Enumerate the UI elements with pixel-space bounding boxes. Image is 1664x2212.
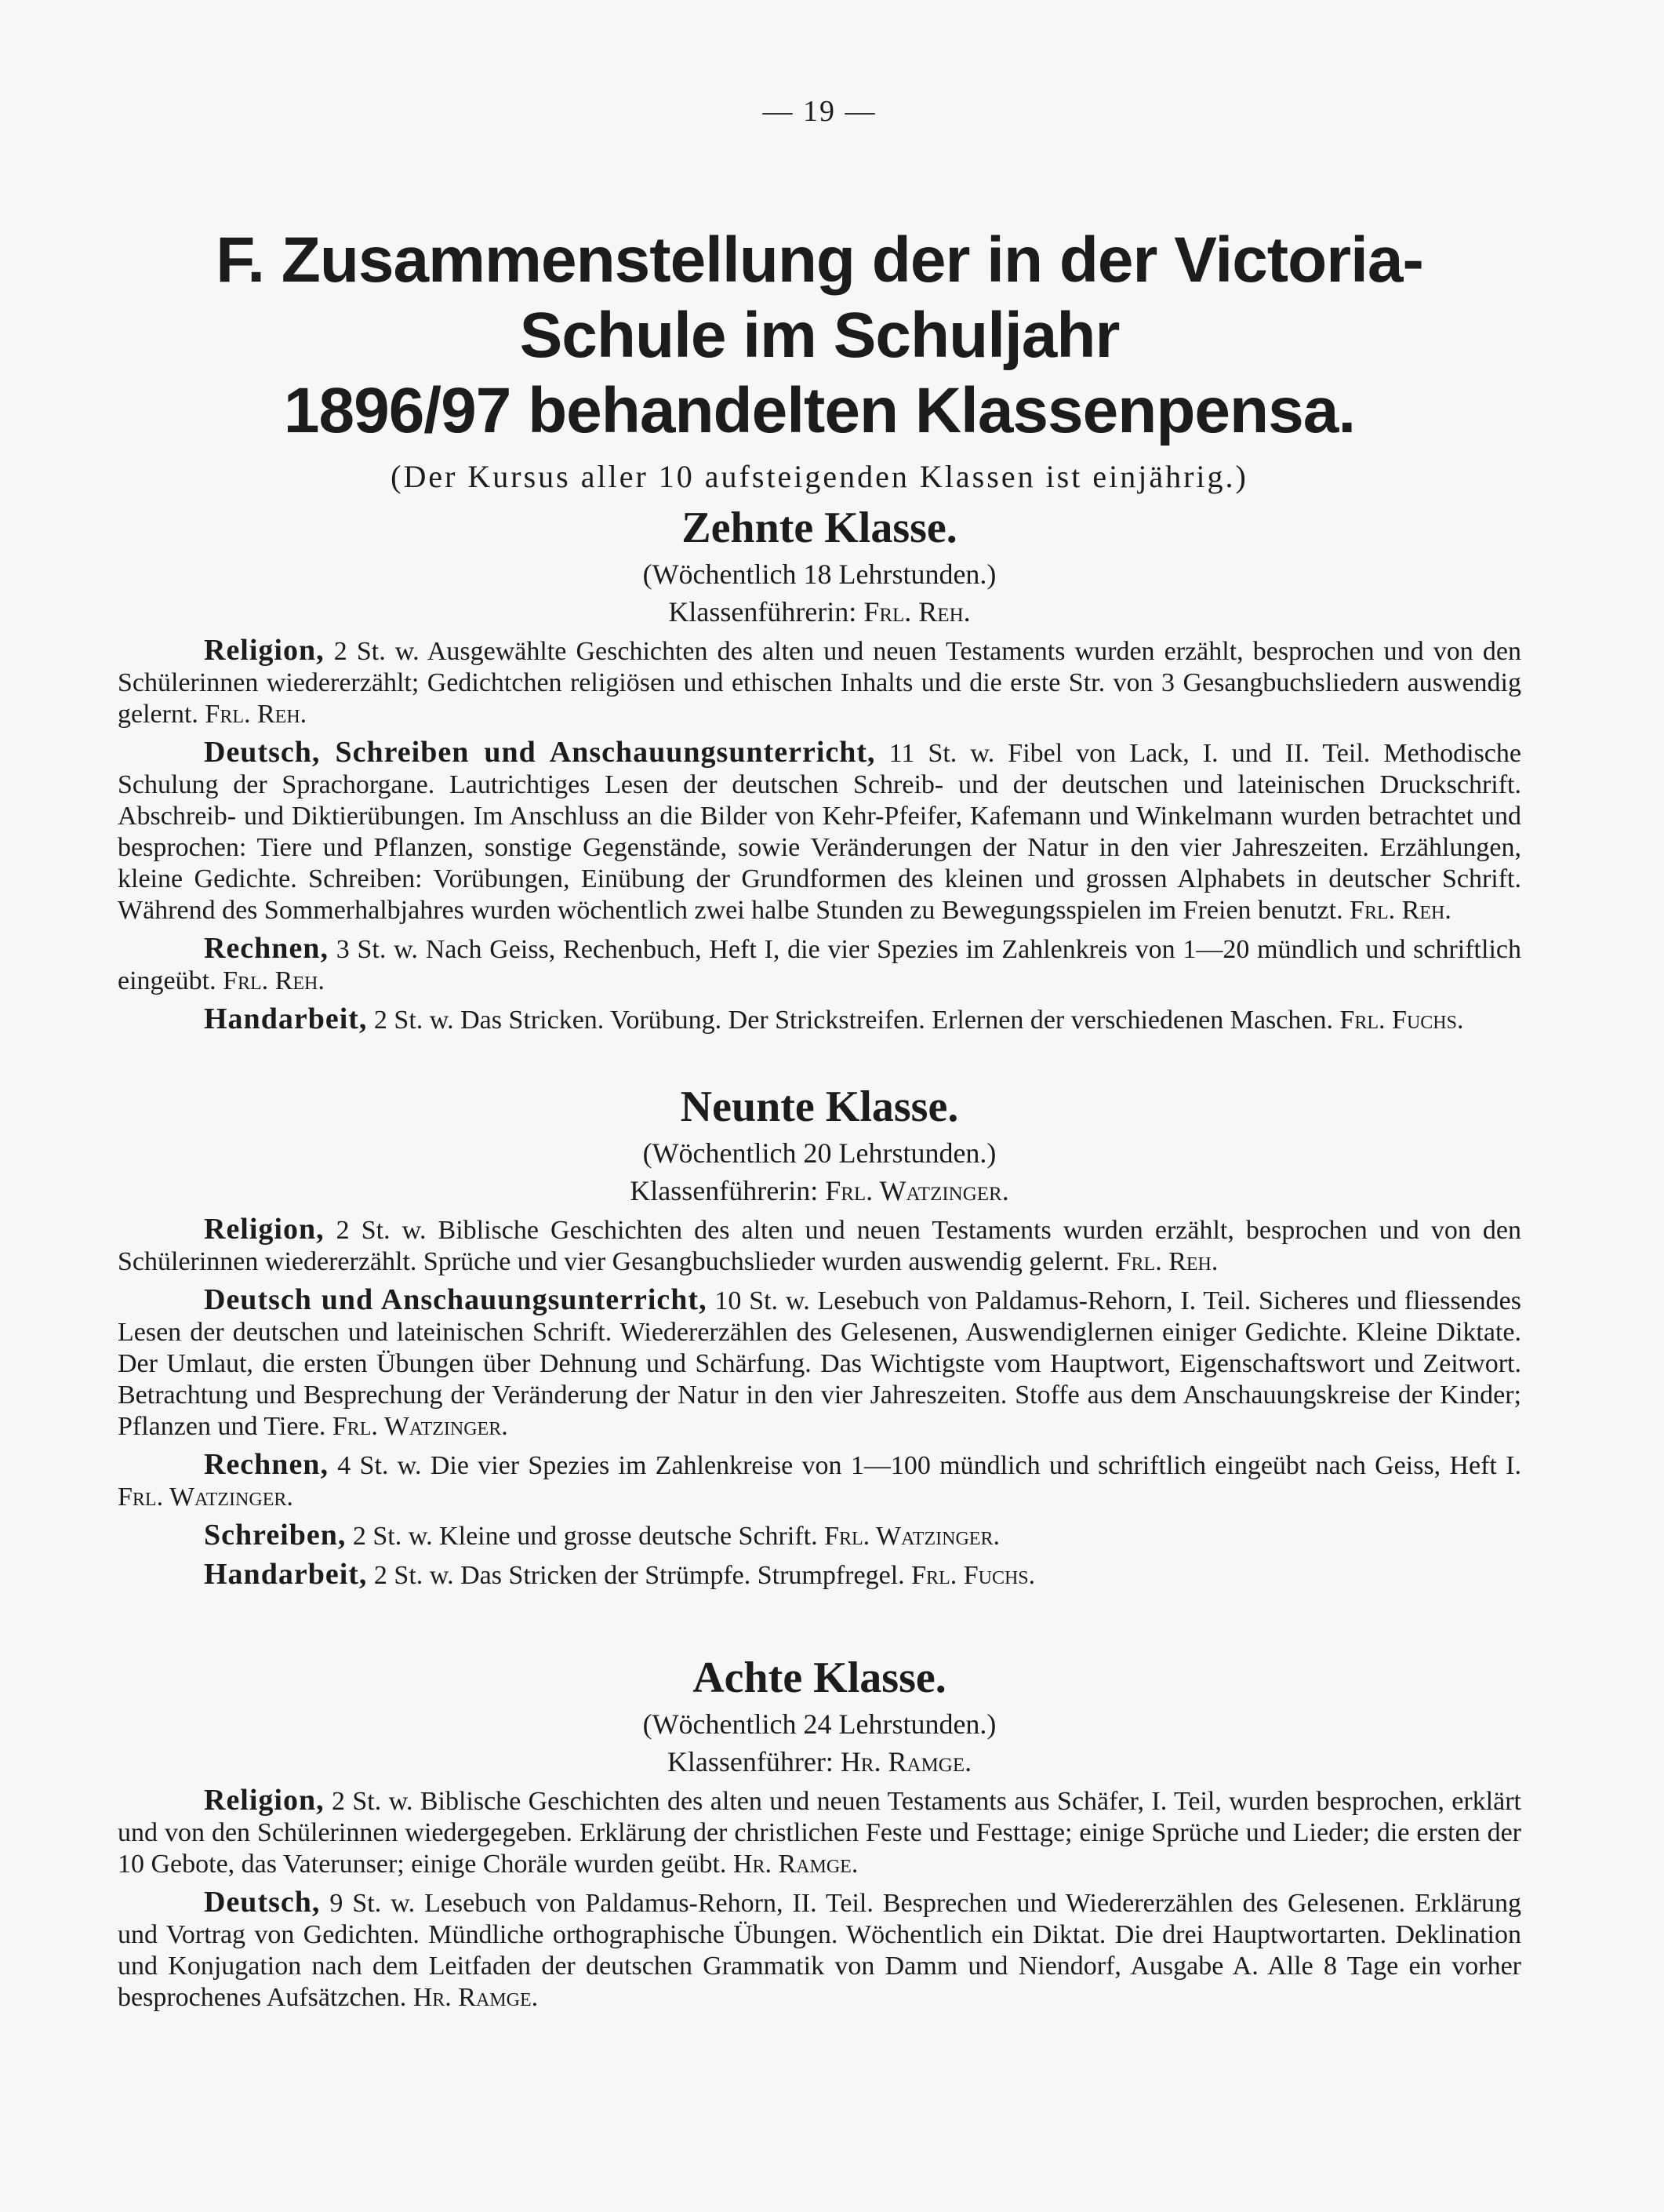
subject-paragraph — [118, 1785, 1521, 1880]
subject-paragraph — [118, 1559, 1521, 1592]
subject-name: Religion, — [204, 1213, 325, 1246]
class-leader-name: Hr. Ramge. — [840, 1746, 972, 1777]
subject-teacher: Frl. Fuchs. — [911, 1561, 1036, 1590]
class-leader-label: Klassenführer: — [667, 1746, 834, 1777]
subject-teacher: Frl. Fuchs. — [1339, 1006, 1464, 1035]
class-section-zehnte — [118, 503, 1521, 1036]
class-section-neunte — [118, 1082, 1521, 1592]
title-line-2: 1896/97 behandelten Klassenpensa. — [283, 375, 1356, 446]
subject-teacher: Frl. Reh. — [1350, 896, 1451, 925]
subject-text: 10 St. w. Lesebuch von Paldamus-Rehorn, I. Teil. Sicheres und fliessendes Lesen der deutschen und lateinischen Schrift. Wiedererzählen des Gelesenen, Auswendiglernen einiger Gedichte. Kleine Diktate. Der Umlaut, die ersten Übungen über Dehnung und Schärfung. Das Wichtigste vom Hauptwort, Eigenschaftswort und Zeitwort. Betrachtung und Besprechung der Veränderung der Natur in den vier Jahreszeiten. Stoffe aus dem Anschauungskreise der Kinder; Pflanzen und Tiere. — [118, 1286, 1521, 1441]
class-leader-name: Frl. Watzinger. — [825, 1175, 1009, 1206]
subject-name: Deutsch, Schreiben und Anschauungsunterricht, — [204, 736, 876, 769]
subject-paragraph — [118, 933, 1521, 997]
subject-name: Rechnen, — [204, 932, 329, 965]
class-leader-name: Frl. Reh. — [863, 596, 971, 628]
subject-text: 9 St. w. Lesebuch von Paldamus-Rehorn, II. Teil. Besprechen und Wiedererzählen des Gelesenen. Erklärung und Vortrag von Gedichten. Mündliche orthographische Übungen. Wöchentlich ein Diktat. Die drei Hauptwortarten. Deklination und Konjugation nach dem Leitfaden der deutschen Grammatik von Damm und Niendorf, Ausgabe A. Alle 8 Tage ein vorher besprochenes Aufsätzchen. — [118, 1889, 1521, 2012]
subject-name: Deutsch, — [204, 1886, 321, 1919]
class-heading: Zehnte Klasse. — [681, 504, 957, 552]
subject-teacher: Frl. Reh. — [205, 700, 307, 729]
subject-paragraph — [118, 1519, 1521, 1552]
class-leader — [118, 595, 1521, 628]
subject-text: 11 St. w. Fibel von Lack, I. und II. Teil. Methodische Schulung der Sprachorgane. Lautrichtiges Lesen der deutschen Schreib- und der deutschen und lateinischen Druckschrift. Abschreib- und Diktierübungen. Im Anschluss an die Bilder von Kehr-Pfeifer, Kafemann und Winkelmann wurden betrachtet und besprochen: Tiere und Pflanzen, sonstige Gegenstände, sowie Veränderungen der Natur in den vier Jahreszeiten. Erzählungen, kleine Gedichte. Schreiben: Vorübungen, Einübung der Grundformen des kleinen und grossen Alphabets in deutscher Schrift. Während des Sommerhalbjahres wurden wöchentlich zwei halbe Stunden zu Bewegungsspielen im Freien benutzt. — [118, 739, 1521, 925]
subject-teacher: Frl. Reh. — [223, 966, 325, 995]
subject-text: 2 St. w. Das Stricken. Vorübung. Der Strickstreifen. Erlernen der verschiedenen Maschen. — [367, 1006, 1340, 1035]
subject-text: 2 St. w. Biblische Geschichten des alten und neuen Testaments aus Schäfer, I. Teil, wurden besprochen, erklärt und von den Schülerinnen wiedergegeben. Erklärung der christlichen Feste und Festtage; einige Sprüche und Lieder; die ersten der 10 Gebote, das Vaterunser; einige Choräle wurden geübt. — [118, 1787, 1521, 1879]
class-heading: Neunte Klasse. — [680, 1082, 959, 1131]
class-leader-label: Klassenführerin: — [630, 1175, 819, 1206]
subject-paragraph — [118, 1213, 1521, 1278]
subject-name: Religion, — [204, 1784, 325, 1817]
subject-name: Schreiben, — [204, 1519, 347, 1552]
subject-name: Handarbeit, — [204, 1558, 368, 1591]
subject-paragraph — [118, 1284, 1521, 1443]
page-content — [118, 94, 1521, 2020]
class-leader-label: Klassenführerin: — [668, 596, 857, 628]
subject-teacher: Hr. Ramge. — [412, 1983, 539, 2012]
class-heading: Achte Klasse. — [692, 1654, 946, 1702]
subject-paragraph — [118, 1449, 1521, 1513]
subject-name: Religion, — [204, 634, 325, 667]
subject-teacher: Frl. Watzinger. — [118, 1483, 293, 1512]
subject-paragraph — [118, 1886, 1521, 2014]
weekly-hours: (Wöchentlich 20 Lehrstunden.) — [642, 1137, 997, 1169]
subject-paragraph — [118, 635, 1521, 730]
subject-paragraph — [118, 737, 1521, 926]
class-section-achte — [118, 1653, 1521, 2014]
subtitle: (Der Kursus aller 10 aufsteigenden Klassen ist einjährig.) — [391, 459, 1248, 494]
subject-text: 4 St. w. Die vier Spezies im Zahlenkreise von 1—100 mündlich und schriftlich eingeübt nach Geiss, Heft I. — [328, 1451, 1521, 1480]
subject-teacher: Frl. Reh. — [1116, 1247, 1219, 1276]
subject-name: Deutsch und Anschauungsunterricht, — [204, 1283, 707, 1316]
subject-text: 2 St. w. Das Stricken der Strümpfe. Strumpfregel. — [367, 1561, 912, 1590]
subject-teacher: Hr. Ramge. — [732, 1850, 859, 1879]
subject-text: 2 St. w. Ausgewählte Geschichten des alten und neuen Testaments wurden erzählt, besprochen und von den Schülerinnen wiedererzählt; Gedichtchen religiösen und ethischen Inhalts und die erste Str. von 3 Gesangbuchsliedern auswendig gelernt. — [118, 637, 1521, 729]
page-number: — 19 — — [762, 95, 877, 128]
class-leader — [118, 1745, 1521, 1778]
weekly-hours: (Wöchentlich 18 Lehrstunden.) — [642, 558, 997, 590]
subject-text: 3 St. w. Nach Geiss, Rechenbuch, Heft I, die vier Spezies im Zahlenkreis von 1—20 mündlich und schriftlich eingeübt. — [118, 935, 1521, 995]
subject-name: Rechnen, — [204, 1448, 329, 1481]
subject-text: 2 St. w. Kleine und grosse deutsche Schrift. — [346, 1522, 825, 1551]
subject-text: 2 St. w. Biblische Geschichten des alten und neuen Testaments wurden erzählt, besprochen und von den Schülerinnen wiedererzählt. Sprüche und vier Gesangbuchslieder wurden auswendig gelernt. — [118, 1216, 1521, 1276]
subject-teacher: Frl. Watzinger. — [332, 1412, 508, 1441]
subject-paragraph — [118, 1003, 1521, 1036]
subject-name: Handarbeit, — [204, 1002, 368, 1035]
subject-teacher: Frl. Watzinger. — [824, 1522, 1000, 1551]
weekly-hours: (Wöchentlich 24 Lehrstunden.) — [642, 1708, 997, 1740]
class-leader — [118, 1174, 1521, 1207]
title-line-1: F. Zusammenstellung der in der Victoria-Schule im Schuljahr — [216, 224, 1423, 371]
